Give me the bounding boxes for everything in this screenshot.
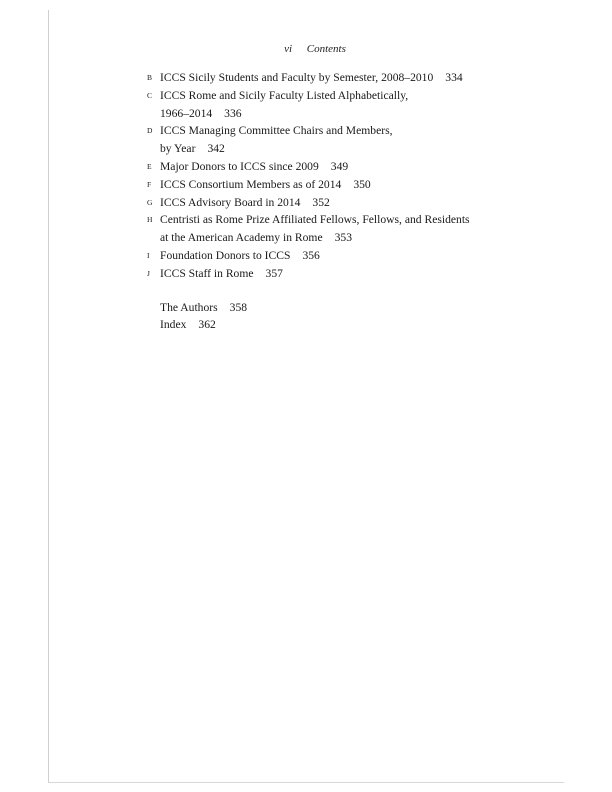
toc-entry-f — [145, 176, 495, 194]
toc-letter: C — [147, 90, 153, 100]
toc-title-continued: by Year — [160, 142, 196, 156]
toc-title: Major Donors to ICCS since 2009 — [160, 159, 319, 173]
toc-page: 336 — [224, 106, 242, 120]
toc-entry-i — [145, 247, 495, 265]
toc-page: 357 — [265, 266, 283, 280]
toc-entry-h — [145, 211, 495, 247]
section-gap — [145, 283, 495, 299]
running-head-title: Contents — [306, 43, 346, 55]
toc-title: ICCS Consortium Members as of 2014 — [160, 177, 342, 191]
toc-entry-b — [145, 69, 495, 87]
toc-page: 349 — [330, 159, 349, 173]
toc-letter: E — [147, 161, 152, 171]
toc-title: Centristi as Rome Prize Affiliated Fellows, Fellows, and Residents — [160, 213, 470, 227]
toc-page: 352 — [312, 195, 330, 209]
toc-page: 334 — [445, 71, 463, 84]
toc-title: ICCS Staff in Rome — [160, 266, 254, 280]
running-head — [0, 43, 612, 55]
toc-letter: G — [147, 197, 153, 207]
toc-page: 356 — [302, 248, 320, 262]
table-of-contents — [145, 69, 495, 334]
toc-entry-index — [145, 316, 495, 334]
toc-title: ICCS Managing Committee Chairs and Members, — [160, 124, 393, 138]
toc-entry-j — [145, 265, 495, 283]
toc-title: Index — [160, 318, 187, 332]
toc-entry-c — [145, 87, 495, 123]
toc-title: ICCS Advisory Board in 2014 — [160, 195, 301, 209]
toc-page: 353 — [334, 231, 352, 245]
page-margin-left-rule — [48, 10, 49, 782]
toc-entry-authors — [145, 299, 495, 317]
toc-letter: H — [147, 215, 153, 225]
toc-entry-d — [145, 122, 495, 158]
toc-title: ICCS Sicily Students and Faculty by Semester, 2008–2010 — [160, 71, 434, 84]
toc-letter: F — [147, 179, 152, 189]
toc-title-continued: 1966–2014 — [160, 106, 213, 120]
toc-letter: B — [147, 73, 153, 82]
toc-entry-g — [145, 194, 495, 212]
toc-page: 362 — [198, 318, 216, 332]
toc-title: Foundation Donors to ICCS — [160, 248, 291, 262]
toc-page: 358 — [229, 300, 248, 314]
toc-title-continued: at the American Academy in Rome — [160, 231, 323, 245]
toc-page: 350 — [353, 177, 371, 191]
toc-title: ICCS Rome and Sicily Faculty Listed Alphabetically, — [160, 88, 409, 102]
folio: vi — [284, 43, 293, 55]
page-margin-bottom-rule — [48, 782, 564, 783]
toc-letter: D — [147, 126, 153, 136]
toc-letter: I — [147, 250, 150, 260]
toc-entry-e — [145, 158, 495, 176]
toc-title: The Authors — [160, 300, 218, 314]
toc-page: 342 — [207, 142, 225, 156]
toc-letter: J — [147, 268, 151, 278]
